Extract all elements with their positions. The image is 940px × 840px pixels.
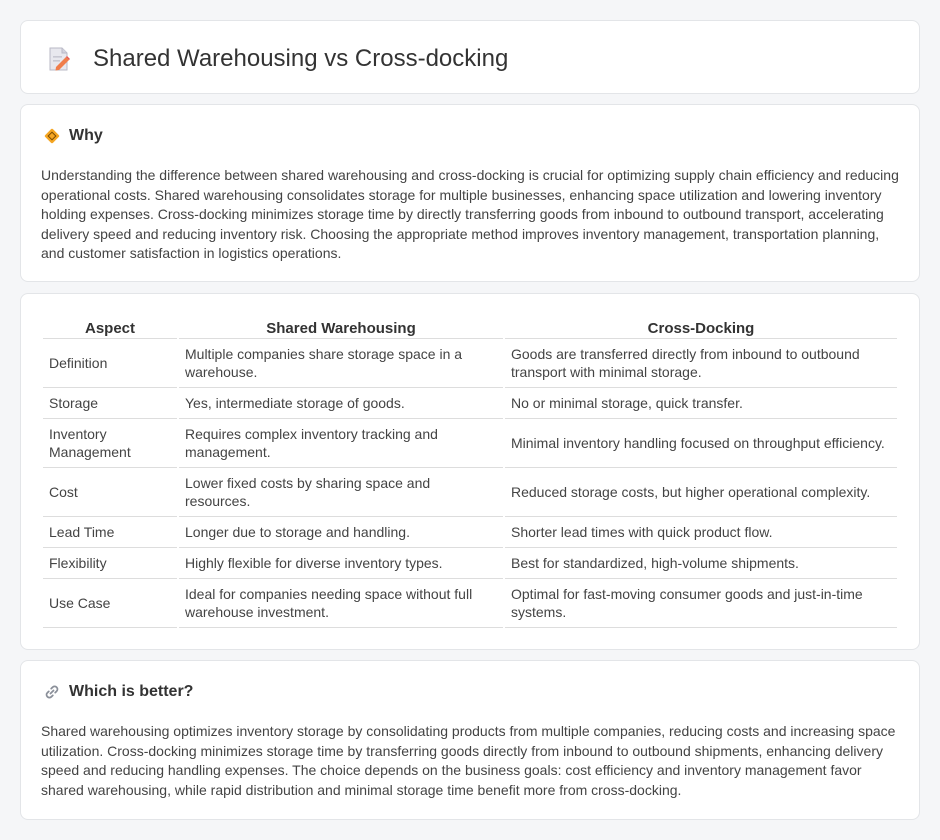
table-row [43,579,897,628]
page-title: Shared Warehousing vs Cross-docking [93,45,509,72]
table-row [43,548,897,579]
why-paragraph: Understanding the difference between shared warehousing and cross-docking is crucial for optimizing supply chain efficiency and reducing operational costs. Shared warehousing consolidates storage for multiple businesses, enhancing space utilization and lowering inventory holding expenses. Cross-docking minimizes storage time by directly transferring goods from inbound to outbound transport, accelerating delivery speed and reducing inventory risk. Choosing the appropriate method improves inventory management, transportation planning, and customer satisfaction in logistics operations. [41,167,899,262]
row-cross-docking: Optimal for fast-moving consumer goods and just-in-time systems. [505,579,897,628]
table-row [43,517,897,548]
row-shared-warehousing: Multiple companies share storage space in a warehouse. [179,339,503,388]
row-shared-warehousing: Longer due to storage and handling. [179,517,503,548]
row-aspect: Use Case [43,579,177,628]
better-paragraph: Shared warehousing optimizes inventory storage by consolidating products from multiple companies, reducing costs and increasing space utilization. Cross-docking minimizes storage time by transferring goods directly from inbound to outbound shipments, enhancing delivery speed and reducing handling expenses. The choice depends on the business goals: cost efficiency and inventory management favor shared warehousing, while rapid distribution and minimal storage time benefit more from cross-docking. [41,723,896,798]
why-title: Why [69,127,103,144]
comparison-table [41,316,899,628]
table-row [43,388,897,419]
diamond-sign-icon [43,127,61,145]
row-aspect: Storage [43,388,177,419]
column-header-cross-docking: Cross-Docking [505,316,897,339]
row-aspect: Lead Time [43,517,177,548]
row-cross-docking: Shorter lead times with quick product flow. [505,517,897,548]
row-shared-warehousing: Ideal for companies needing space without full warehouse investment. [179,579,503,628]
row-shared-warehousing: Lower fixed costs by sharing space and resources. [179,468,503,517]
document-pencil-icon [47,46,71,72]
row-cross-docking: Reduced storage costs, but higher operational complexity. [505,468,897,517]
row-cross-docking: Best for standardized, high-volume shipments. [505,548,897,579]
table-row [43,468,897,517]
which-is-better-section [20,660,920,820]
row-aspect: Cost [43,468,177,517]
table-row [43,339,897,388]
better-header [43,683,193,701]
row-aspect: Definition [43,339,177,388]
row-aspect: Inventory Management [43,419,177,468]
row-cross-docking: No or minimal storage, quick transfer. [505,388,897,419]
link-icon [43,683,61,701]
table-header-row [43,316,897,339]
title-card [20,20,920,94]
row-cross-docking: Goods are transferred directly from inbound to outbound transport with minimal storage. [505,339,897,388]
column-header-aspect: Aspect [43,316,177,339]
comparison-section [20,293,920,650]
row-shared-warehousing: Highly flexible for diverse inventory types. [179,548,503,579]
row-shared-warehousing: Yes, intermediate storage of goods. [179,388,503,419]
column-header-shared-warehousing: Shared Warehousing [179,316,503,339]
row-cross-docking: Minimal inventory handling focused on throughput efficiency. [505,419,897,468]
better-title: Which is better? [69,683,194,700]
why-section [20,104,920,282]
title-row [47,45,508,73]
table-row [43,419,897,468]
row-aspect: Flexibility [43,548,177,579]
why-header [43,127,103,145]
row-shared-warehousing: Requires complex inventory tracking and management. [179,419,503,468]
